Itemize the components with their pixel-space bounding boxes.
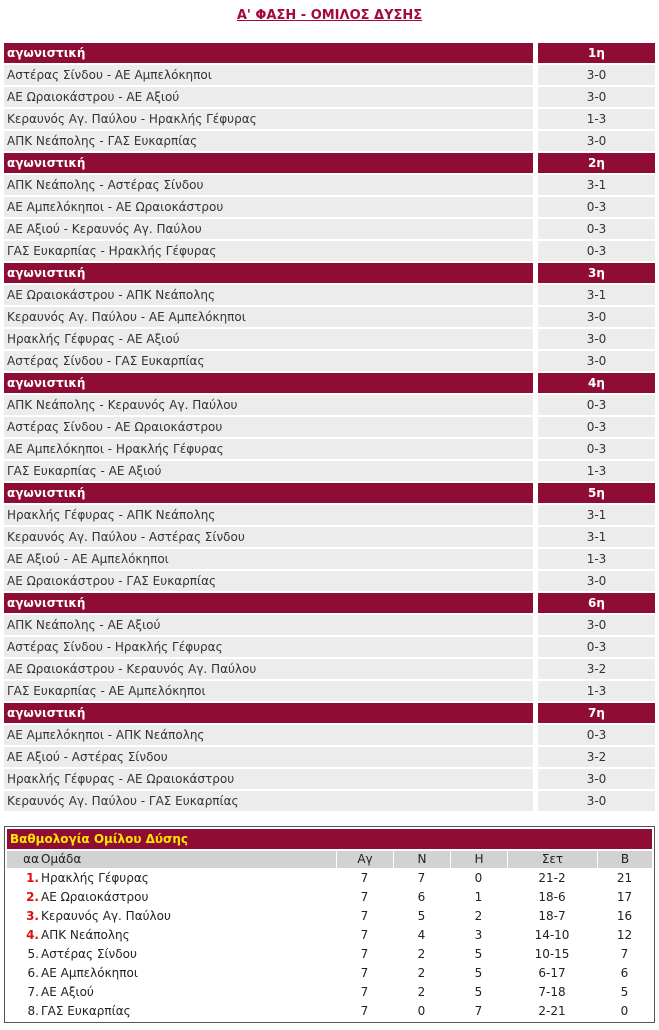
played-count: 7 bbox=[360, 947, 369, 961]
match-row bbox=[4, 329, 655, 349]
round-header bbox=[4, 263, 655, 283]
sets-ratio: 6-17 bbox=[538, 966, 566, 980]
rank-number: 7. bbox=[27, 985, 39, 999]
match-row bbox=[4, 769, 655, 789]
sets-ratio: 7-18 bbox=[538, 985, 566, 999]
won-count: 2 bbox=[417, 947, 426, 961]
header-played: Αγ bbox=[336, 851, 393, 868]
rank-number: 3. bbox=[26, 909, 39, 923]
lost-count: 7 bbox=[474, 1004, 483, 1018]
standings-row bbox=[7, 889, 652, 906]
sets-ratio: 14-10 bbox=[534, 928, 570, 942]
match-row bbox=[4, 285, 655, 305]
won-count: 2 bbox=[417, 985, 426, 999]
match-score: 3-1 bbox=[538, 285, 655, 305]
lost-count: 5 bbox=[474, 947, 483, 961]
standings-row bbox=[7, 927, 652, 944]
round-number: 4η bbox=[538, 373, 655, 393]
match-teams: Αστέρας Σίνδου - ΑΕ Αμπελόκηποι bbox=[4, 65, 533, 85]
match-score: 3-0 bbox=[538, 769, 655, 789]
lost-count: 1 bbox=[474, 890, 483, 904]
match-row bbox=[4, 395, 655, 415]
match-score: 3-0 bbox=[538, 571, 655, 591]
match-score: 3-0 bbox=[538, 131, 655, 151]
match-teams: ΑΠΚ Νεάπολης - Αστέρας Σίνδου bbox=[4, 175, 533, 195]
played-count: 7 bbox=[360, 966, 369, 980]
match-row bbox=[4, 241, 655, 261]
rank-number: 6. bbox=[27, 966, 39, 980]
points-total: 6 bbox=[620, 966, 629, 980]
rank-number: 1. bbox=[26, 871, 39, 885]
match-teams: ΓΑΣ Ευκαρπίας - ΑΕ Αξιού bbox=[4, 461, 533, 481]
match-teams: ΑΕ Ωραιοκάστρου - ΓΑΣ Ευκαρπίας bbox=[4, 571, 533, 591]
match-score: 3-2 bbox=[538, 659, 655, 679]
match-teams: Ηρακλής Γέφυρας - ΑΕ Αξιού bbox=[4, 329, 533, 349]
match-score: 0-3 bbox=[538, 439, 655, 459]
rank-number: 4. bbox=[26, 928, 39, 942]
match-row bbox=[4, 461, 655, 481]
match-teams: ΑΕ Ωραιοκάστρου - Κεραυνός Αγ. Παύλου bbox=[4, 659, 533, 679]
played-count: 7 bbox=[360, 985, 369, 999]
points-total: 12 bbox=[616, 928, 633, 942]
match-row bbox=[4, 725, 655, 745]
match-row bbox=[4, 527, 655, 547]
match-teams: Ηρακλής Γέφυρας - ΑΕ Ωραιοκάστρου bbox=[4, 769, 533, 789]
match-row bbox=[4, 87, 655, 107]
match-score: 3-0 bbox=[538, 615, 655, 635]
match-row bbox=[4, 791, 655, 811]
round-number: 2η bbox=[538, 153, 655, 173]
match-score: 3-1 bbox=[538, 505, 655, 525]
match-score: 0-3 bbox=[538, 395, 655, 415]
points-total: 16 bbox=[616, 909, 633, 923]
standings-row bbox=[7, 965, 652, 982]
won-count: 7 bbox=[417, 871, 426, 885]
team-name: Ηρακλής Γέφυρας bbox=[41, 871, 149, 885]
match-teams: ΓΑΣ Ευκαρπίας - Ηρακλής Γέφυρας bbox=[4, 241, 533, 261]
team-name: ΑΕ Ωραιοκάστρου bbox=[41, 890, 149, 904]
match-teams: Κεραυνός Αγ. Παύλου - ΑΕ Αμπελόκηποι bbox=[4, 307, 533, 327]
lost-count: 5 bbox=[474, 966, 483, 980]
standings-row bbox=[7, 946, 652, 963]
match-teams: ΑΠΚ Νεάπολης - Κεραυνός Αγ. Παύλου bbox=[4, 395, 533, 415]
team-name: ΓΑΣ Ευκαρπίας bbox=[41, 1004, 131, 1018]
rank-number: 2. bbox=[26, 890, 39, 904]
match-row bbox=[4, 417, 655, 437]
round-number: 5η bbox=[538, 483, 655, 503]
won-count: 6 bbox=[417, 890, 426, 904]
match-row bbox=[4, 109, 655, 129]
team-name: ΑΕ Αμπελόκηποι bbox=[41, 966, 138, 980]
match-teams: Κεραυνός Αγ. Παύλου - Ηρακλής Γέφυρας bbox=[4, 109, 533, 129]
match-score: 3-0 bbox=[538, 329, 655, 349]
match-teams: ΑΕ Ωραιοκάστρου - ΑΠΚ Νεάπολης bbox=[4, 285, 533, 305]
round-number: 6η bbox=[538, 593, 655, 613]
match-score: 1-3 bbox=[538, 461, 655, 481]
played-count: 7 bbox=[360, 890, 369, 904]
match-row bbox=[4, 351, 655, 371]
match-row bbox=[4, 571, 655, 591]
team-name: ΑΕ Αξιού bbox=[41, 985, 94, 999]
match-row bbox=[4, 747, 655, 767]
match-row bbox=[4, 549, 655, 569]
match-teams: Κεραυνός Αγ. Παύλου - Αστέρας Σίνδου bbox=[4, 527, 533, 547]
sets-ratio: 21-2 bbox=[538, 871, 566, 885]
match-row bbox=[4, 659, 655, 679]
round-header bbox=[4, 703, 655, 723]
rank-number: 5. bbox=[27, 947, 39, 961]
standings-row bbox=[7, 870, 652, 887]
won-count: 0 bbox=[417, 1004, 426, 1018]
lost-count: 2 bbox=[474, 909, 483, 923]
match-row bbox=[4, 615, 655, 635]
match-row bbox=[4, 637, 655, 657]
match-row bbox=[4, 175, 655, 195]
round-label: αγωνιστική bbox=[4, 703, 533, 723]
match-row bbox=[4, 197, 655, 217]
played-count: 7 bbox=[360, 1004, 369, 1018]
match-teams: Αστέρας Σίνδου - ΓΑΣ Ευκαρπίας bbox=[4, 351, 533, 371]
round-label: αγωνιστική bbox=[4, 153, 533, 173]
points-total: 7 bbox=[620, 947, 629, 961]
round-header bbox=[4, 373, 655, 393]
match-score: 1-3 bbox=[538, 681, 655, 701]
round-header bbox=[4, 483, 655, 503]
match-score: 3-0 bbox=[538, 791, 655, 811]
page-title[interactable]: Α' ΦΑΣΗ - ΟΜΙΛΟΣ ΔΥΣΗΣ bbox=[236, 8, 423, 23]
played-count: 7 bbox=[360, 871, 369, 885]
match-score: 3-0 bbox=[538, 87, 655, 107]
standings-header-row bbox=[7, 851, 652, 868]
rounds-table bbox=[4, 43, 655, 813]
match-teams: ΑΕ Αξιού - ΑΕ Αμπελόκηποι bbox=[4, 549, 533, 569]
lost-count: 5 bbox=[474, 985, 483, 999]
round-number: 7η bbox=[538, 703, 655, 723]
match-teams: ΑΠΚ Νεάπολης - ΓΑΣ Ευκαρπίας bbox=[4, 131, 533, 151]
match-score: 0-3 bbox=[538, 219, 655, 239]
sets-ratio: 18-7 bbox=[538, 909, 566, 923]
match-score: 0-3 bbox=[538, 637, 655, 657]
points-total: 17 bbox=[616, 890, 633, 904]
match-teams: Ηρακλής Γέφυρας - ΑΠΚ Νεάπολης bbox=[4, 505, 533, 525]
match-score: 3-1 bbox=[538, 527, 655, 547]
won-count: 5 bbox=[417, 909, 426, 923]
match-teams: ΑΕ Αξιού - Κεραυνός Αγ. Παύλου bbox=[4, 219, 533, 239]
round-number: 3η bbox=[538, 263, 655, 283]
round-header bbox=[4, 593, 655, 613]
team-name: Αστέρας Σίνδου bbox=[41, 947, 137, 961]
rank-number: 8. bbox=[27, 1004, 39, 1018]
match-row bbox=[4, 681, 655, 701]
standings-row bbox=[7, 1003, 652, 1020]
round-header bbox=[4, 153, 655, 173]
match-score: 0-3 bbox=[538, 417, 655, 437]
standings-table bbox=[4, 826, 655, 1023]
won-count: 4 bbox=[417, 928, 426, 942]
match-score: 1-3 bbox=[538, 549, 655, 569]
match-row bbox=[4, 307, 655, 327]
standings-row bbox=[7, 908, 652, 925]
match-score: 3-0 bbox=[538, 351, 655, 371]
match-teams: Κεραυνός Αγ. Παύλου - ΓΑΣ Ευκαρπίας bbox=[4, 791, 533, 811]
match-score: 3-0 bbox=[538, 307, 655, 327]
match-score: 3-2 bbox=[538, 747, 655, 767]
points-total: 0 bbox=[620, 1004, 629, 1018]
match-teams: ΑΕ Αμπελόκηποι - Ηρακλής Γέφυρας bbox=[4, 439, 533, 459]
match-teams: Αστέρας Σίνδου - Ηρακλής Γέφυρας bbox=[4, 637, 533, 657]
round-label: αγωνιστική bbox=[4, 483, 533, 503]
sets-ratio: 2-21 bbox=[538, 1004, 566, 1018]
match-teams: ΑΕ Αξιού - Αστέρας Σίνδου bbox=[4, 747, 533, 767]
match-row bbox=[4, 219, 655, 239]
match-teams: ΑΕ Αμπελόκηποι - ΑΕ Ωραιοκάστρου bbox=[4, 197, 533, 217]
match-score: 3-0 bbox=[538, 65, 655, 85]
team-name: ΑΠΚ Νεάπολης bbox=[41, 928, 130, 942]
match-score: 0-3 bbox=[538, 197, 655, 217]
standings-title: Βαθμολογία Ομίλου Δύσης bbox=[7, 829, 652, 849]
played-count: 7 bbox=[360, 909, 369, 923]
header-team: Ομάδα bbox=[41, 851, 331, 868]
match-teams: ΓΑΣ Ευκαρπίας - ΑΕ Αμπελόκηποι bbox=[4, 681, 533, 701]
header-won: Ν bbox=[393, 851, 450, 868]
match-row bbox=[4, 65, 655, 85]
won-count: 2 bbox=[417, 966, 426, 980]
header-rank: αα bbox=[9, 851, 39, 868]
round-label: αγωνιστική bbox=[4, 263, 533, 283]
sets-ratio: 18-6 bbox=[538, 890, 566, 904]
match-teams: Αστέρας Σίνδου - ΑΕ Ωραιοκάστρου bbox=[4, 417, 533, 437]
match-row bbox=[4, 505, 655, 525]
match-score: 0-3 bbox=[538, 725, 655, 745]
sets-ratio: 10-15 bbox=[534, 947, 570, 961]
lost-count: 0 bbox=[474, 871, 483, 885]
match-score: 0-3 bbox=[538, 241, 655, 261]
points-total: 21 bbox=[616, 871, 633, 885]
points-total: 5 bbox=[620, 985, 629, 999]
team-name: Κεραυνός Αγ. Παύλου bbox=[41, 909, 171, 923]
match-row bbox=[4, 439, 655, 459]
round-header bbox=[4, 43, 655, 63]
match-teams: ΑΕ Ωραιοκάστρου - ΑΕ Αξιού bbox=[4, 87, 533, 107]
standings-row bbox=[7, 984, 652, 1001]
match-row bbox=[4, 131, 655, 151]
played-count: 7 bbox=[360, 928, 369, 942]
round-number: 1η bbox=[538, 43, 655, 63]
lost-count: 3 bbox=[474, 928, 483, 942]
header-lost: Η bbox=[450, 851, 507, 868]
match-teams: ΑΕ Αμπελόκηποι - ΑΠΚ Νεάπολης bbox=[4, 725, 533, 745]
header-points: Β bbox=[597, 851, 652, 868]
round-label: αγωνιστική bbox=[4, 373, 533, 393]
match-teams: ΑΠΚ Νεάπολης - ΑΕ Αξιού bbox=[4, 615, 533, 635]
match-score: 3-1 bbox=[538, 175, 655, 195]
round-label: αγωνιστική bbox=[4, 43, 533, 63]
match-score: 1-3 bbox=[538, 109, 655, 129]
round-label: αγωνιστική bbox=[4, 593, 533, 613]
header-sets: Σετ bbox=[507, 851, 597, 868]
